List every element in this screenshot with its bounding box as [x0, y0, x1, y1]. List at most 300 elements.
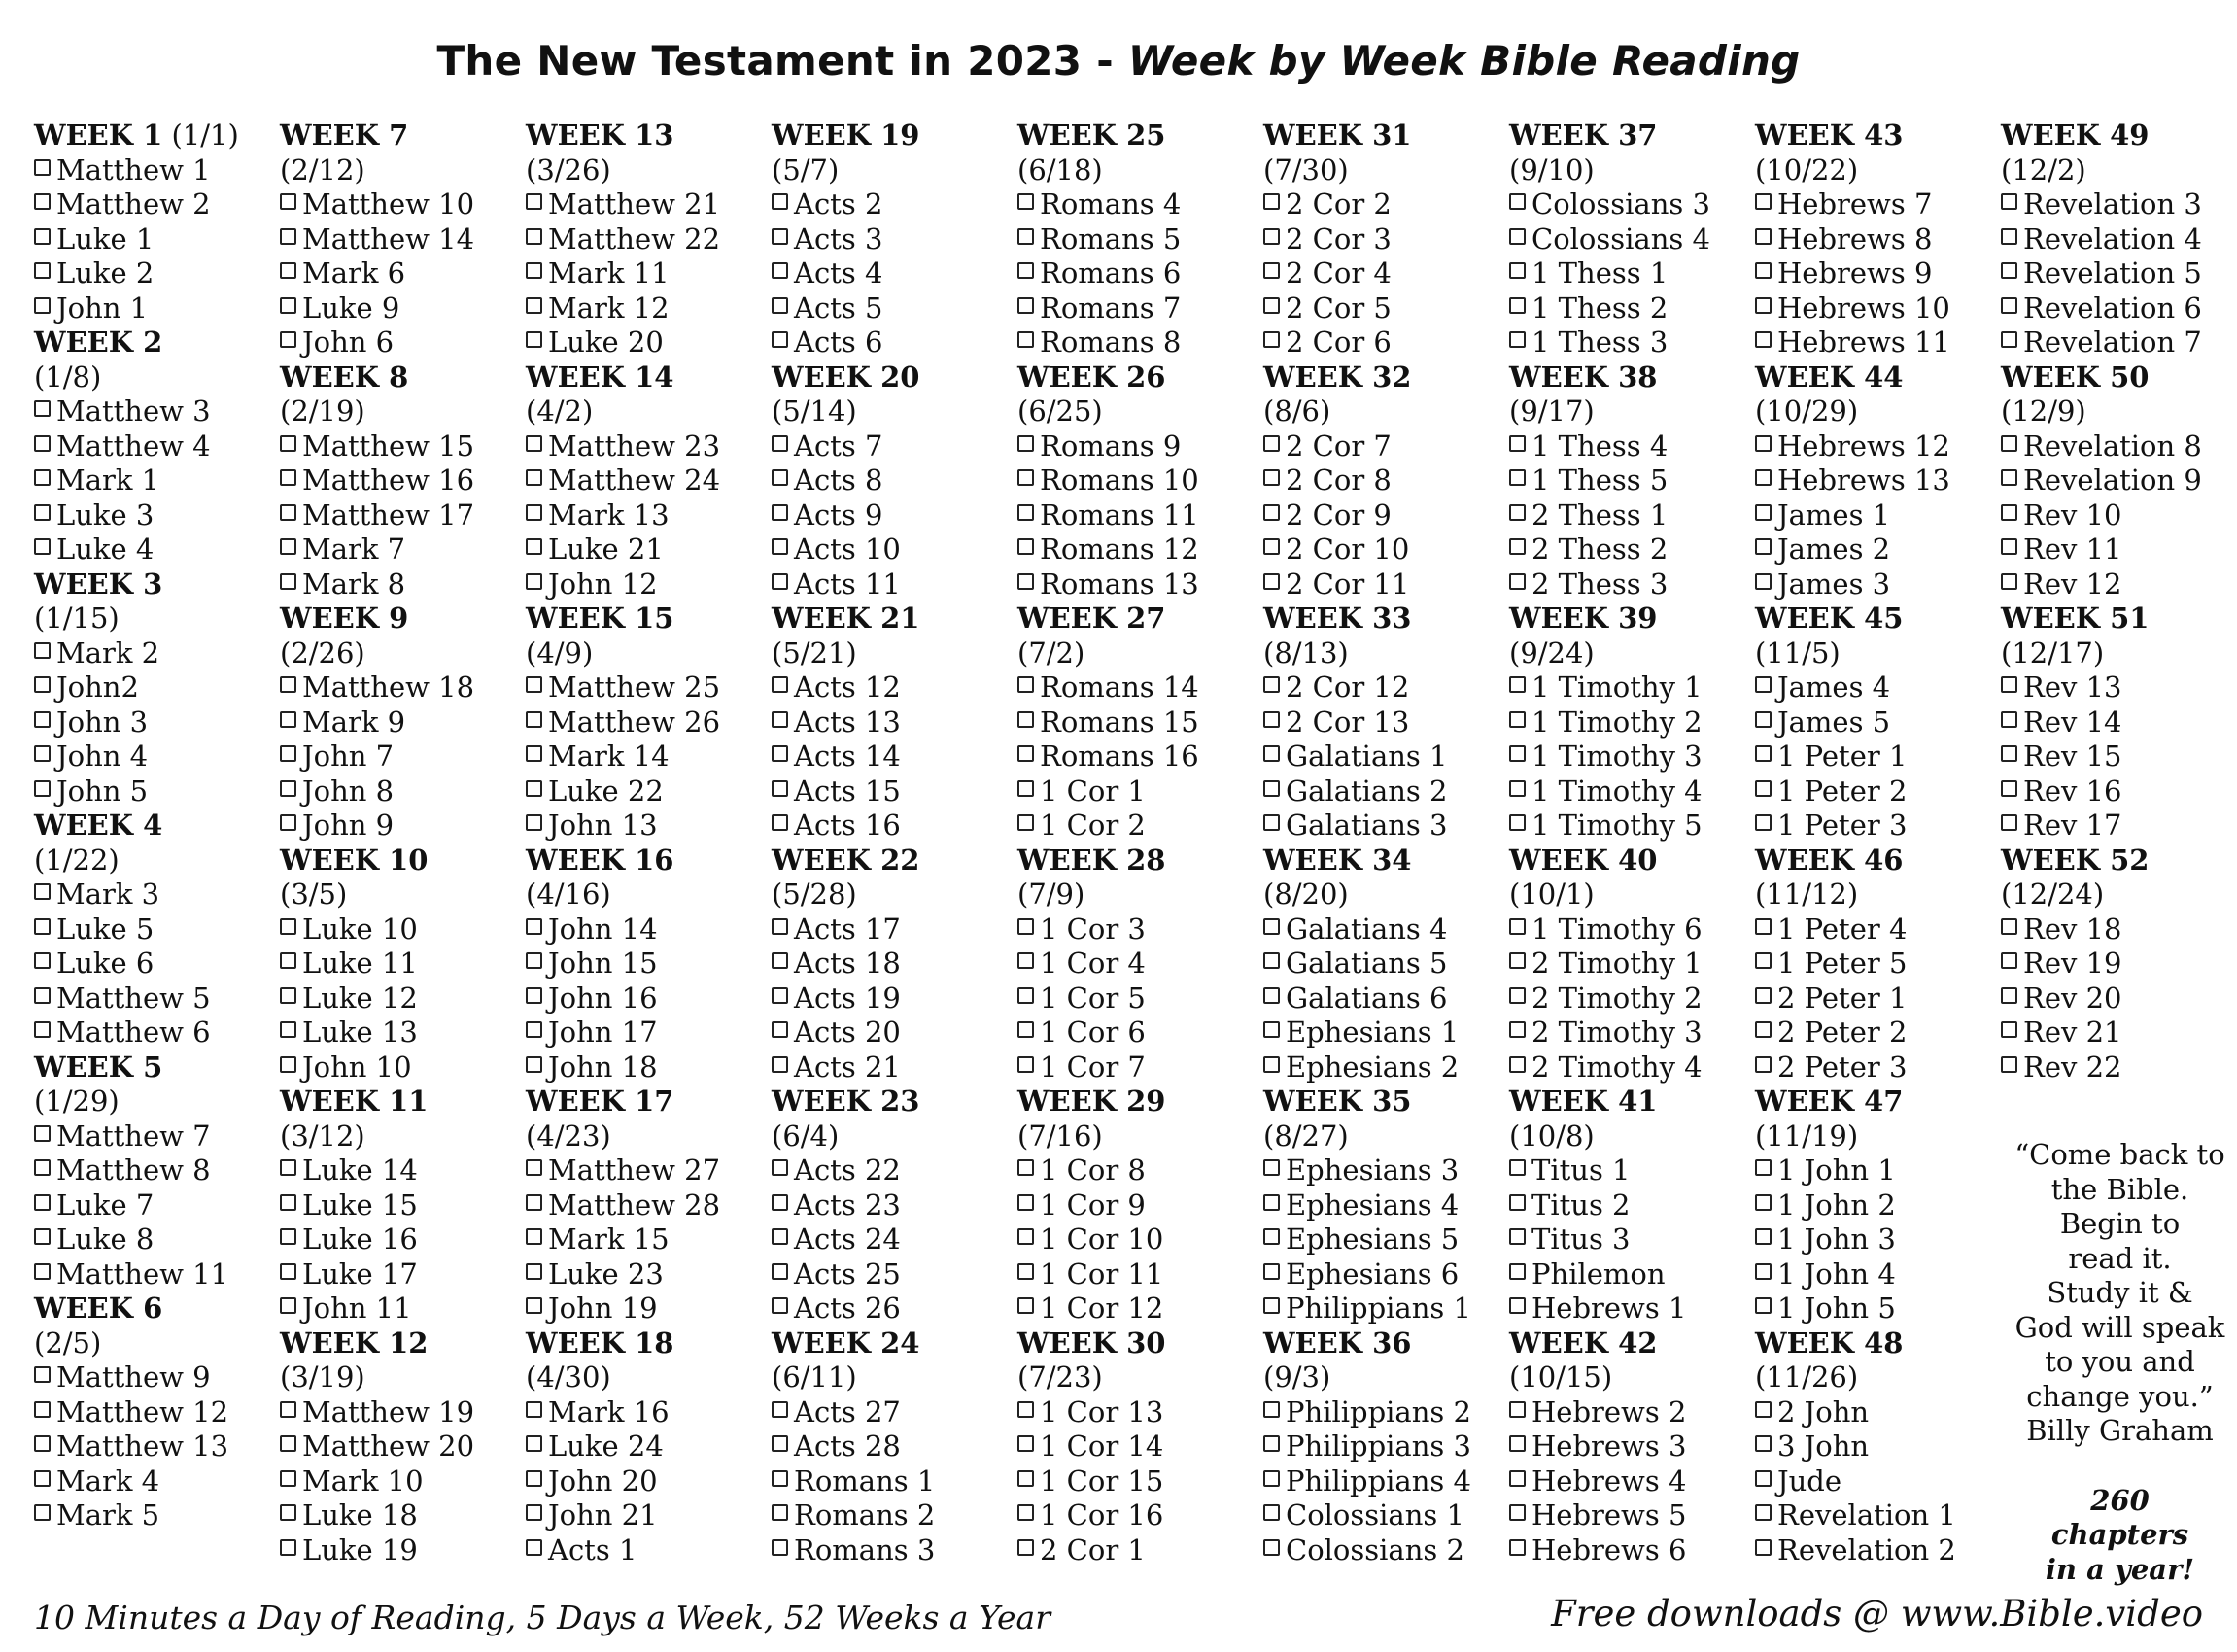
reading-checkbox[interactable]	[34, 1125, 51, 1142]
reading-checkbox[interactable]	[1755, 676, 1772, 693]
reading-checkbox[interactable]	[526, 1297, 542, 1314]
reading-checkbox[interactable]	[280, 1539, 296, 1556]
reading-checkbox[interactable]	[1755, 504, 1772, 521]
reading-checkbox[interactable]	[772, 676, 788, 693]
reading-checkbox[interactable]	[526, 711, 542, 728]
reading-checkbox[interactable]	[1755, 952, 1772, 969]
reading-checkbox[interactable]	[1509, 711, 1526, 728]
reading-checkbox[interactable]	[1509, 1435, 1526, 1452]
reading-checkbox[interactable]	[2001, 469, 2017, 486]
reading-checkbox[interactable]	[1017, 745, 1034, 762]
reading-checkbox[interactable]	[1755, 814, 1772, 831]
reading-checkbox[interactable]	[1263, 1401, 1280, 1418]
reading-checkbox[interactable]	[1017, 987, 1034, 1004]
reading-item	[280, 774, 526, 809]
reading-checkbox[interactable]	[2001, 780, 2017, 797]
reading-checkbox[interactable]	[1755, 1401, 1772, 1418]
reading-checkbox[interactable]	[526, 504, 542, 521]
reading-checkbox[interactable]	[1755, 228, 1772, 245]
reading-checkbox[interactable]	[1755, 987, 1772, 1004]
reading-checkbox[interactable]	[280, 1470, 296, 1487]
reading-checkbox[interactable]	[772, 1504, 788, 1521]
week-block	[1017, 1326, 1263, 1568]
reading-checkbox[interactable]	[34, 1470, 51, 1487]
reading-checkbox[interactable]	[34, 780, 51, 797]
reading-checkbox[interactable]	[280, 193, 296, 210]
reading-checkbox[interactable]	[280, 573, 296, 590]
reading-checkbox[interactable]	[280, 1263, 296, 1280]
week-date: (11/12)	[1755, 878, 1859, 911]
reading-checkbox[interactable]	[1755, 297, 1772, 314]
reading-checkbox[interactable]	[2001, 952, 2017, 969]
reading-checkbox[interactable]	[772, 228, 788, 245]
week-date: (10/15)	[1509, 1360, 1613, 1394]
reading-checkbox[interactable]	[280, 435, 296, 452]
reading-checkbox[interactable]	[280, 469, 296, 486]
week-date-line	[1017, 395, 1263, 430]
reading-checkbox[interactable]	[34, 987, 51, 1004]
week-column	[1509, 119, 1755, 1587]
reading-checkbox[interactable]	[1755, 1504, 1772, 1521]
reading-checkbox[interactable]	[280, 676, 296, 693]
reading-checkbox[interactable]	[526, 262, 542, 279]
reading-checkbox[interactable]	[34, 435, 51, 452]
reading-checkbox[interactable]	[1017, 1435, 1034, 1452]
reading-checkbox[interactable]	[526, 469, 542, 486]
reading-checkbox[interactable]	[772, 573, 788, 590]
reading-checkbox[interactable]	[1509, 918, 1526, 935]
reading-item	[2001, 809, 2237, 843]
reading-checkbox[interactable]	[1017, 1470, 1034, 1487]
reading-checkbox[interactable]	[280, 1194, 296, 1211]
reading-checkbox[interactable]	[1017, 1504, 1034, 1521]
reading-checkbox[interactable]	[34, 1435, 51, 1452]
reading-checkbox[interactable]	[1509, 435, 1526, 452]
reading-checkbox[interactable]	[1263, 676, 1280, 693]
week-date: (12/2)	[2001, 153, 2086, 187]
reading-checkbox[interactable]	[1017, 918, 1034, 935]
reading-checkbox[interactable]	[1017, 504, 1034, 521]
reading-checkbox[interactable]	[1263, 573, 1280, 590]
reading-label: 2 Cor 7	[1286, 429, 1392, 463]
reading-checkbox[interactable]	[1509, 228, 1526, 245]
reading-checkbox[interactable]	[280, 952, 296, 969]
reading-checkbox[interactable]	[280, 711, 296, 728]
reading-checkbox[interactable]	[526, 435, 542, 452]
reading-checkbox[interactable]	[772, 952, 788, 969]
reading-checkbox[interactable]	[2001, 987, 2017, 1004]
reading-checkbox[interactable]	[1755, 780, 1772, 797]
reading-checkbox[interactable]	[1017, 331, 1034, 348]
reading-checkbox[interactable]	[1017, 780, 1034, 797]
reading-checkbox[interactable]	[34, 400, 51, 417]
reading-checkbox[interactable]	[280, 1159, 296, 1176]
reading-checkbox[interactable]	[772, 814, 788, 831]
reading-checkbox[interactable]	[1509, 780, 1526, 797]
reading-checkbox[interactable]	[2001, 262, 2017, 279]
reading-checkbox[interactable]	[34, 469, 51, 486]
reading-checkbox[interactable]	[772, 538, 788, 555]
reading-item	[1017, 292, 1263, 327]
reading-checkbox[interactable]	[772, 1159, 788, 1176]
reading-checkbox[interactable]	[1755, 469, 1772, 486]
reading-checkbox[interactable]	[772, 504, 788, 521]
reading-checkbox[interactable]	[1755, 1021, 1772, 1038]
reading-checkbox[interactable]	[1263, 297, 1280, 314]
reading-checkbox[interactable]	[280, 780, 296, 797]
reading-checkbox[interactable]	[280, 987, 296, 1004]
reading-checkbox[interactable]	[526, 676, 542, 693]
reading-checkbox[interactable]	[1509, 262, 1526, 279]
reading-checkbox[interactable]	[2001, 228, 2017, 245]
reading-checkbox[interactable]	[526, 297, 542, 314]
reading-checkbox[interactable]	[1509, 676, 1526, 693]
reading-checkbox[interactable]	[1263, 1021, 1280, 1038]
reading-label: Romans 16	[1040, 740, 1199, 773]
reading-checkbox[interactable]	[1017, 469, 1034, 486]
reading-checkbox[interactable]	[34, 883, 51, 900]
reading-checkbox[interactable]	[772, 1194, 788, 1211]
reading-checkbox[interactable]	[1509, 1504, 1526, 1521]
reading-checkbox[interactable]	[1509, 538, 1526, 555]
reading-checkbox[interactable]	[2001, 1021, 2017, 1038]
reading-checkbox[interactable]	[526, 1194, 542, 1211]
reading-checkbox[interactable]	[1017, 435, 1034, 452]
reading-checkbox[interactable]	[280, 1228, 296, 1245]
reading-checkbox[interactable]	[1263, 1228, 1280, 1245]
reading-checkbox[interactable]	[280, 1056, 296, 1073]
reading-checkbox[interactable]	[772, 1056, 788, 1073]
reading-label: Hebrews 9	[1777, 257, 1933, 290]
week-date: (9/10)	[1509, 153, 1595, 187]
reading-checkbox[interactable]	[1755, 745, 1772, 762]
reading-checkbox[interactable]	[1263, 538, 1280, 555]
reading-label: 2 Cor 10	[1286, 533, 1410, 566]
reading-checkbox[interactable]	[2001, 297, 2017, 314]
reading-checkbox[interactable]	[772, 1228, 788, 1245]
reading-checkbox[interactable]	[280, 1435, 296, 1452]
reading-checkbox[interactable]	[526, 573, 542, 590]
reading-checkbox[interactable]	[1263, 952, 1280, 969]
reading-checkbox[interactable]	[1509, 1159, 1526, 1176]
reading-checkbox[interactable]	[1263, 1159, 1280, 1176]
reading-checkbox[interactable]	[280, 297, 296, 314]
reading-checkbox[interactable]	[526, 538, 542, 555]
reading-checkbox[interactable]	[1263, 1056, 1280, 1073]
reading-checkbox[interactable]	[1509, 1401, 1526, 1418]
reading-checkbox[interactable]	[2001, 814, 2017, 831]
reading-checkbox[interactable]	[34, 1366, 51, 1383]
reading-checkbox[interactable]	[34, 228, 51, 245]
reading-checkbox[interactable]	[1017, 1228, 1034, 1245]
reading-checkbox[interactable]	[1263, 1263, 1280, 1280]
reading-checkbox[interactable]	[1263, 1504, 1280, 1521]
reading-checkbox[interactable]	[34, 262, 51, 279]
reading-checkbox[interactable]	[772, 780, 788, 797]
reading-checkbox[interactable]	[1755, 1435, 1772, 1452]
reading-checkbox[interactable]	[772, 1021, 788, 1038]
reading-checkbox[interactable]	[1017, 814, 1034, 831]
reading-checkbox[interactable]	[1263, 1435, 1280, 1452]
reading-checkbox[interactable]	[526, 1021, 542, 1038]
reading-checkbox[interactable]	[526, 1470, 542, 1487]
reading-checkbox[interactable]	[2001, 676, 2017, 693]
reading-checkbox[interactable]	[772, 469, 788, 486]
reading-checkbox[interactable]	[34, 538, 51, 555]
reading-checkbox[interactable]	[1263, 1539, 1280, 1556]
reading-checkbox[interactable]	[1509, 469, 1526, 486]
reading-checkbox[interactable]	[1755, 435, 1772, 452]
reading-checkbox[interactable]	[2001, 745, 2017, 762]
reading-label: 1 Peter 3	[1777, 809, 1908, 842]
reading-checkbox[interactable]	[1509, 814, 1526, 831]
reading-checkbox[interactable]	[2001, 504, 2017, 521]
reading-checkbox[interactable]	[34, 193, 51, 210]
reading-checkbox[interactable]	[34, 1401, 51, 1418]
reading-checkbox[interactable]	[1017, 1021, 1034, 1038]
reading-checkbox[interactable]	[280, 814, 296, 831]
reading-checkbox[interactable]	[1263, 228, 1280, 245]
reading-checkbox[interactable]	[772, 711, 788, 728]
reading-checkbox[interactable]	[2001, 331, 2017, 348]
reading-checkbox[interactable]	[1755, 1194, 1772, 1211]
reading-checkbox[interactable]	[280, 1504, 296, 1521]
reading-checkbox[interactable]	[772, 1401, 788, 1418]
reading-checkbox[interactable]	[34, 918, 51, 935]
reading-checkbox[interactable]	[526, 1539, 542, 1556]
reading-checkbox[interactable]	[526, 1228, 542, 1245]
reading-checkbox[interactable]	[34, 1504, 51, 1521]
reading-checkbox[interactable]	[1017, 676, 1034, 693]
reading-checkbox[interactable]	[1755, 573, 1772, 590]
reading-checkbox[interactable]	[34, 1021, 51, 1038]
reading-checkbox[interactable]	[772, 987, 788, 1004]
week-date: (1/22)	[34, 843, 120, 877]
reading-checkbox[interactable]	[772, 1297, 788, 1314]
reading-checkbox[interactable]	[1509, 1263, 1526, 1280]
reading-checkbox[interactable]	[1755, 1159, 1772, 1176]
reading-checkbox[interactable]	[772, 435, 788, 452]
week-column	[1263, 119, 1509, 1587]
reading-label: Hebrews 1	[1531, 1291, 1687, 1325]
reading-checkbox[interactable]	[280, 262, 296, 279]
reading-checkbox[interactable]	[1017, 952, 1034, 969]
reading-checkbox[interactable]	[526, 1401, 542, 1418]
reading-checkbox[interactable]	[1017, 262, 1034, 279]
reading-checkbox[interactable]	[1755, 538, 1772, 555]
reading-checkbox[interactable]	[1509, 952, 1526, 969]
reading-checkbox[interactable]	[1263, 1194, 1280, 1211]
reading-checkbox[interactable]	[526, 228, 542, 245]
reading-checkbox[interactable]	[772, 745, 788, 762]
reading-checkbox[interactable]	[1263, 814, 1280, 831]
reading-checkbox[interactable]	[280, 745, 296, 762]
reading-checkbox[interactable]	[1017, 1194, 1034, 1211]
reading-checkbox[interactable]	[34, 1263, 51, 1280]
reading-checkbox[interactable]	[34, 1159, 51, 1176]
reading-checkbox[interactable]	[1509, 1297, 1526, 1314]
reading-checkbox[interactable]	[2001, 435, 2017, 452]
reading-checkbox[interactable]	[1755, 1297, 1772, 1314]
reading-checkbox[interactable]	[1017, 1401, 1034, 1418]
reading-checkbox[interactable]	[526, 814, 542, 831]
reading-checkbox[interactable]	[280, 1297, 296, 1314]
reading-label: Luke 14	[302, 1153, 418, 1187]
reading-item	[1509, 1498, 1755, 1533]
reading-checkbox[interactable]	[1755, 1056, 1772, 1073]
reading-item	[526, 1429, 772, 1464]
reading-checkbox[interactable]	[2001, 193, 2017, 210]
reading-checkbox[interactable]	[280, 918, 296, 935]
reading-checkbox[interactable]	[1509, 1228, 1526, 1245]
reading-checkbox[interactable]	[1509, 745, 1526, 762]
reading-checkbox[interactable]	[526, 193, 542, 210]
reading-checkbox[interactable]	[1263, 469, 1280, 486]
reading-checkbox[interactable]	[1263, 711, 1280, 728]
reading-checkbox[interactable]	[526, 1056, 542, 1073]
week-label: WEEK 48	[1755, 1325, 1904, 1359]
reading-checkbox[interactable]	[280, 504, 296, 521]
reading-checkbox[interactable]	[526, 987, 542, 1004]
reading-checkbox[interactable]	[1017, 711, 1034, 728]
reading-checkbox[interactable]	[34, 1228, 51, 1245]
reading-checkbox[interactable]	[34, 504, 51, 521]
reading-checkbox[interactable]	[1017, 538, 1034, 555]
reading-checkbox[interactable]	[1263, 435, 1280, 452]
reading-label: Luke 22	[548, 774, 664, 808]
reading-checkbox[interactable]	[1263, 1297, 1280, 1314]
reading-checkbox[interactable]	[280, 538, 296, 555]
reading-checkbox[interactable]	[1017, 193, 1034, 210]
reading-checkbox[interactable]	[1755, 1263, 1772, 1280]
reading-checkbox[interactable]	[2001, 573, 2017, 590]
reading-checkbox[interactable]	[1755, 918, 1772, 935]
reading-checkbox[interactable]	[1509, 297, 1526, 314]
reading-item	[1263, 223, 1509, 258]
reading-checkbox[interactable]	[772, 262, 788, 279]
reading-checkbox[interactable]	[1755, 331, 1772, 348]
reading-checkbox[interactable]	[1755, 711, 1772, 728]
reading-checkbox[interactable]	[1017, 1263, 1034, 1280]
reading-checkbox[interactable]	[1509, 1470, 1526, 1487]
reading-label: Romans 7	[1040, 291, 1182, 325]
reading-checkbox[interactable]	[772, 1435, 788, 1452]
reading-checkbox[interactable]	[34, 745, 51, 762]
week-block	[526, 843, 772, 1085]
reading-checkbox[interactable]	[1509, 573, 1526, 590]
reading-checkbox[interactable]	[526, 1159, 542, 1176]
reading-checkbox[interactable]	[526, 1504, 542, 1521]
reading-checkbox[interactable]	[772, 918, 788, 935]
reading-checkbox[interactable]	[34, 952, 51, 969]
reading-checkbox[interactable]	[1755, 1539, 1772, 1556]
reading-item	[1509, 1188, 1755, 1223]
reading-checkbox[interactable]	[1263, 987, 1280, 1004]
reading-checkbox[interactable]	[1017, 228, 1034, 245]
reading-checkbox[interactable]	[1509, 331, 1526, 348]
reading-checkbox[interactable]	[526, 952, 542, 969]
reading-checkbox[interactable]	[772, 1470, 788, 1487]
reading-item	[526, 1395, 772, 1430]
reading-item	[1017, 981, 1263, 1016]
reading-checkbox[interactable]	[1509, 504, 1526, 521]
reading-checkbox[interactable]	[1017, 1539, 1034, 1556]
reading-item	[1263, 1188, 1509, 1223]
reading-checkbox[interactable]	[1017, 1159, 1034, 1176]
reading-checkbox[interactable]	[280, 331, 296, 348]
reading-checkbox[interactable]	[526, 331, 542, 348]
reading-checkbox[interactable]	[1263, 193, 1280, 210]
reading-checkbox[interactable]	[772, 297, 788, 314]
reading-checkbox[interactable]	[1263, 780, 1280, 797]
reading-checkbox[interactable]	[1017, 1297, 1034, 1314]
reading-checkbox[interactable]	[1263, 1470, 1280, 1487]
reading-checkbox[interactable]	[34, 1194, 51, 1211]
reading-checkbox[interactable]	[2001, 918, 2017, 935]
reading-checkbox[interactable]	[280, 1401, 296, 1418]
reading-checkbox[interactable]	[2001, 1056, 2017, 1073]
reading-checkbox[interactable]	[34, 711, 51, 728]
reading-checkbox[interactable]	[1509, 193, 1526, 210]
reading-checkbox[interactable]	[1755, 193, 1772, 210]
reading-checkbox[interactable]	[280, 228, 296, 245]
reading-label: Acts 13	[794, 705, 901, 739]
week-label: WEEK 22	[772, 843, 920, 877]
reading-label: 2 Cor 2	[1286, 188, 1392, 221]
reading-item	[1509, 740, 1755, 774]
reading-checkbox[interactable]	[772, 1539, 788, 1556]
reading-checkbox[interactable]	[1509, 1021, 1526, 1038]
reading-checkbox[interactable]	[34, 297, 51, 314]
reading-checkbox[interactable]	[1017, 573, 1034, 590]
reading-checkbox[interactable]	[280, 1021, 296, 1038]
reading-item	[280, 1015, 526, 1050]
reading-checkbox[interactable]	[1017, 1056, 1034, 1073]
reading-checkbox[interactable]	[1263, 504, 1280, 521]
reading-checkbox[interactable]	[1755, 262, 1772, 279]
reading-label: John 14	[548, 912, 658, 946]
reading-checkbox[interactable]	[1017, 297, 1034, 314]
reading-checkbox[interactable]	[1263, 262, 1280, 279]
reading-checkbox[interactable]	[772, 1263, 788, 1280]
reading-checkbox[interactable]	[772, 193, 788, 210]
reading-checkbox[interactable]	[526, 745, 542, 762]
week-label: WEEK 8	[280, 360, 409, 394]
reading-checkbox[interactable]	[1509, 1539, 1526, 1556]
reading-checkbox[interactable]	[2001, 711, 2017, 728]
reading-checkbox[interactable]	[34, 676, 51, 693]
reading-checkbox[interactable]	[526, 1263, 542, 1280]
reading-label: 1 Thess 3	[1531, 326, 1669, 359]
reading-checkbox[interactable]	[34, 642, 51, 659]
reading-checkbox[interactable]	[1263, 331, 1280, 348]
reading-checkbox[interactable]	[1263, 745, 1280, 762]
reading-checkbox[interactable]	[526, 780, 542, 797]
reading-item	[280, 430, 526, 465]
reading-checkbox[interactable]	[526, 918, 542, 935]
reading-checkbox[interactable]	[1509, 987, 1526, 1004]
week-heading	[280, 602, 526, 637]
reading-checkbox[interactable]	[526, 1435, 542, 1452]
reading-checkbox[interactable]	[34, 159, 51, 176]
reading-checkbox[interactable]	[772, 331, 788, 348]
reading-checkbox[interactable]	[1755, 1470, 1772, 1487]
reading-checkbox[interactable]	[2001, 538, 2017, 555]
reading-checkbox[interactable]	[1509, 1056, 1526, 1073]
reading-checkbox[interactable]	[1755, 1228, 1772, 1245]
reading-checkbox[interactable]	[1263, 918, 1280, 935]
reading-checkbox[interactable]	[1509, 1194, 1526, 1211]
